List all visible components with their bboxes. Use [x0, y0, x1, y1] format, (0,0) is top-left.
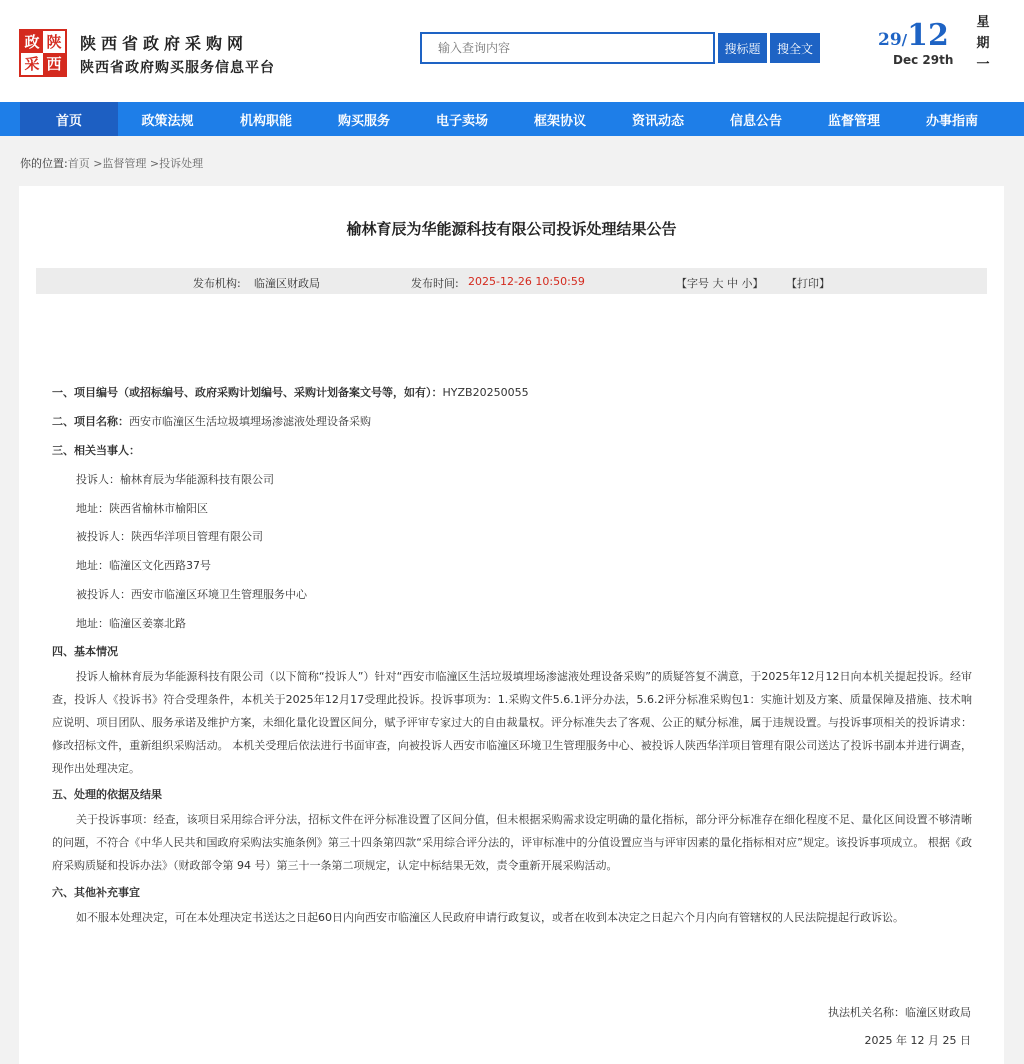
weekday-char: 星	[976, 15, 990, 30]
logo-char: 陕	[43, 31, 65, 53]
section-1-label: 一、项目编号（或招标编号、政府采购计划编号、采购计划备案文号等，如有）：	[52, 386, 443, 399]
article-title: 榆林育辰为华能源科技有限公司投诉处理结果公告	[346, 220, 677, 238]
search-fulltext-button[interactable]: 搜全文	[770, 33, 820, 63]
main-nav	[0, 102, 1024, 136]
nav-e-mall[interactable]: 电子卖场	[435, 113, 488, 129]
nav-supervision[interactable]: 监督管理	[827, 113, 880, 129]
breadcrumb	[20, 155, 203, 171]
article-container	[19, 186, 1004, 1064]
site-subtitle: 陕西省政府购买服务信息平台	[80, 60, 275, 76]
party-line: 地址：临潼区文化西路37号	[76, 559, 211, 572]
party-line: 地址：陕西省榆林市榆阳区	[76, 502, 208, 515]
sign-date: 2025 年 12 月 25 日	[864, 1034, 971, 1047]
section-4-text: 投诉人榆林育辰为华能源科技有限公司（以下简称“投诉人”）针对“西安市临潼区生活垃圾填埋场渗滤液处理设备采购”的质疑答复不满意，于2025年12月12日向本机关提起投诉。经审查，投诉人《投诉书》符合受理条件，本机关于2025年12月17受理此投诉。投诉事项为：1.采购文件5.6.1评分办法，5.6.2评分标准采购包1：实施计划及方案、质量保障及措施、技术响应说明、项目团队、服务承诺及维护方案，未细化量化设置区间分，赋予评审专家过大的自由裁量权。评分标准失去了客观、公正的赋分标准，属于违规设置。与投诉事项相关的投诉请求：修改招标文件，重新组织采购活动。 本机关受理后依法进行书面审查，向被投诉人西安市临潼区环境卫生管理服务中心、被投诉人陕西华洋项目管理有限公司送达了投诉书副本并进行调查，现作出处理决定。	[52, 670, 972, 775]
party-line: 被投诉人：西安市临潼区环境卫生管理服务中心	[76, 588, 307, 601]
weekday	[975, 12, 991, 75]
section-4-label: 四、基本情况	[52, 645, 118, 658]
font-size-control[interactable]: 【字号 大 中 小】	[676, 277, 764, 290]
date-english: Dec 29th	[893, 53, 954, 67]
section-6-label: 六、其他补充事宜	[52, 886, 140, 899]
article-meta	[36, 268, 987, 294]
section-1	[52, 384, 529, 400]
nav-announcement[interactable]: 信息公告	[729, 113, 782, 129]
nav-home[interactable]: 首页	[20, 102, 118, 136]
print-button[interactable]: 【打印】	[786, 277, 830, 290]
weekday-char: 一	[976, 57, 990, 72]
publisher-label: 发布机构:	[193, 277, 241, 290]
section-6-text: 如不服本处理决定，可在本处理决定书送达之日起60日内向西安市临潼区人民政府申请行政复议，或者在收到本决定之日起六个月内向有管辖权的人民法院提起行政诉讼。	[76, 911, 904, 924]
breadcrumb-supervision[interactable]: >监督管理	[89, 157, 147, 170]
date-display	[878, 18, 949, 53]
section-5-text: 关于投诉事项：经查，该项目采用综合评分法，招标文件在评分标准设置了区间分值，但未根据采购需求设定明确的量化指标，部分评分标准存在细化程度不足、量化区间设置不够清晰的问题，不符合《中华人民共和国政府采购法实施条例》第三十四条第四款“采用综合评分法的，评审标准中的分值设置应当与评审因素的量化指标相对应”规定。该投诉事项成立。 根据《政府采购质疑和投诉办法》（财政部令第 94 号）第三十一条第二项规定，认定中标结果无效，责令重新开展采购活动。	[52, 813, 972, 872]
search-title-button[interactable]: 搜标题	[718, 33, 767, 63]
date-day: 29	[878, 30, 902, 50]
section-5-label: 五、处理的依据及结果	[52, 788, 162, 801]
party-line: 被投诉人：陕西华洋项目管理有限公司	[76, 530, 263, 543]
section-3-label: 三、相关当事人：	[52, 444, 140, 457]
publish-time: 2025-12-26 10:50:59	[468, 275, 585, 288]
project-name: 西安市临潼区生活垃圾填埋场渗滤液处理设备采购	[129, 415, 371, 428]
party-line: 地址：临潼区姜寨北路	[76, 617, 186, 630]
breadcrumb-prefix: 你的位置:	[20, 157, 68, 170]
breadcrumb-complaint[interactable]: >投诉处理	[146, 157, 204, 170]
site-title: 陕西省政府采购网	[80, 34, 249, 53]
section-2	[52, 413, 371, 429]
nav-institution[interactable]: 机构职能	[239, 113, 292, 129]
logo-char: 西	[43, 53, 65, 75]
logo-char: 政	[21, 31, 43, 53]
publish-time-label: 发布时间:	[411, 277, 459, 290]
nav-news[interactable]: 资讯动态	[631, 113, 684, 129]
nav-framework[interactable]: 框架协议	[533, 113, 586, 129]
date-month: 12	[907, 18, 949, 53]
site-header	[0, 0, 1024, 102]
date-separator: /	[901, 31, 908, 49]
search-input[interactable]	[420, 32, 715, 64]
logo-char: 采	[21, 53, 43, 75]
section-2-label: 二、项目名称：	[52, 415, 129, 428]
weekday-char: 期	[976, 36, 990, 51]
site-logo[interactable]	[19, 29, 67, 77]
nav-purchase-service[interactable]: 购买服务	[337, 113, 390, 129]
project-number: HYZB20250055	[442, 386, 529, 399]
party-line: 投诉人：榆林育辰为华能源科技有限公司	[76, 473, 274, 486]
nav-guide[interactable]: 办事指南	[925, 113, 978, 129]
nav-policy[interactable]: 政策法规	[141, 113, 194, 129]
publisher: 临潼区财政局	[254, 277, 320, 290]
signature: 执法机关名称：临潼区财政局	[828, 1006, 971, 1019]
breadcrumb-home[interactable]: 首页	[67, 157, 90, 170]
